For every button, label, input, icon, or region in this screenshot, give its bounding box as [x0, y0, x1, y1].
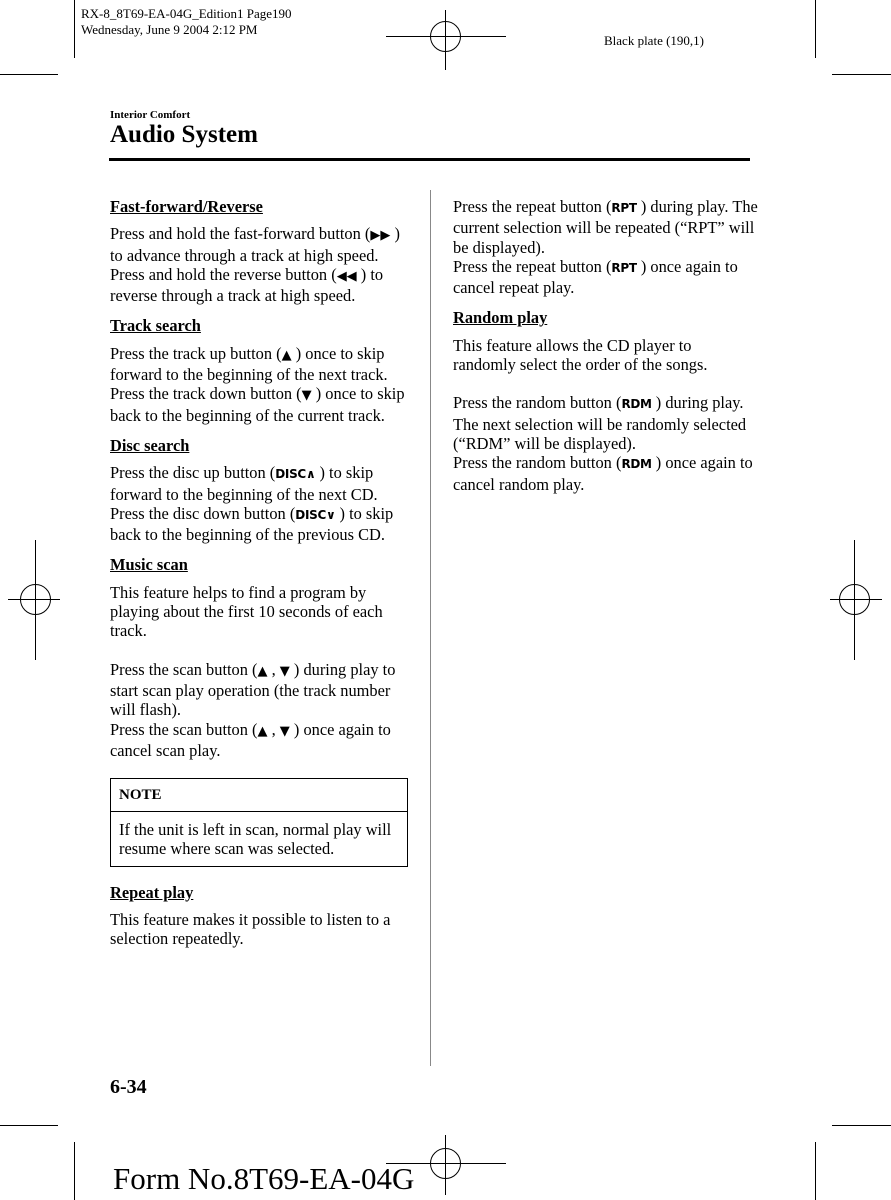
- triangle-down-icon: ▼: [301, 388, 312, 404]
- random-on-paragraph: Press the random button (RDM ) during play. The next selection will be randomly selected (“RDM” will be displayed).: [453, 393, 747, 453]
- random-play-section: [453, 308, 758, 493]
- title-rule: [109, 158, 750, 161]
- random-play-heading: Random play: [453, 308, 548, 328]
- track-up-paragraph: Press the track up button (▲ ) once to skip forward to the beginning of the next track.: [110, 343, 388, 385]
- repeat-play-intro: This feature makes it possible to listen to a selection repeatedly.: [110, 910, 391, 949]
- rdm-button-icon: RDM: [621, 457, 652, 472]
- track-search-heading: Track search: [110, 316, 201, 336]
- rpt-button-icon: RPT: [611, 201, 637, 215]
- triangle-up-icon: ▲: [257, 723, 268, 739]
- triangle-up-icon: ▲: [281, 347, 292, 363]
- repeat-on-paragraph: Press the repeat button (RPT ) during play. The current selection will be repeated (“RPT” will be displayed).: [453, 197, 758, 257]
- note-title: NOTE: [111, 779, 407, 812]
- fast-forward-heading: Fast-forward/Reverse: [110, 197, 263, 216]
- print-file-line: RX-8_8T69-EA-04G_Edition1 Page190: [81, 6, 292, 21]
- repeat-off-paragraph: Press the repeat button (RPT ) once again to cancel repeat play.: [453, 256, 738, 298]
- disc-down-icon: DISC∨: [295, 507, 336, 522]
- form-number: Form No.8T69-EA-04G: [113, 1161, 415, 1196]
- crop-mark-bottom-left-v: [74, 1142, 75, 1200]
- disc-up-icon: DISC∧: [275, 467, 316, 482]
- crop-mark-bottom-right-v: [815, 1142, 816, 1200]
- crop-mark-top-right-h: [832, 74, 891, 75]
- registration-mark-right: [830, 540, 882, 660]
- fast-forward-icon: ▶▶: [370, 228, 391, 244]
- registration-mark-top: [386, 10, 506, 70]
- note-box: [110, 778, 408, 867]
- rdm-button-icon: RDM: [621, 397, 652, 412]
- disc-up-paragraph: Press the disc up button (DISC∧ ) to skip forward to the beginning of the next CD.: [110, 463, 378, 504]
- track-search-section: [110, 316, 415, 424]
- rpt-button-icon: RPT: [611, 260, 637, 275]
- registration-mark-left: [8, 540, 60, 660]
- reverse-icon: ◀◀: [336, 268, 357, 284]
- fast-forward-section: [110, 197, 415, 305]
- crop-mark-bottom-right-h: [832, 1125, 891, 1126]
- triangle-up-icon: ▲: [257, 663, 268, 679]
- print-file-info: [81, 6, 292, 38]
- left-column: [110, 197, 415, 949]
- reverse-paragraph: Press and hold the reverse button (◀◀ ) to reverse through a track at high speed.: [110, 264, 384, 306]
- fast-forward-paragraph: Press and hold the fast-forward button (▶▶ ) to advance through a track at high speed.: [110, 224, 400, 265]
- triangle-down-icon: ▼: [279, 723, 290, 739]
- note-body: If the unit is left in scan, normal play will resume where scan was selected.: [119, 820, 392, 859]
- crop-mark-top-left-v: [74, 0, 75, 58]
- crop-mark-bottom-left-h: [0, 1125, 58, 1126]
- print-date-line: Wednesday, June 9 2004 2:12 PM: [81, 22, 258, 37]
- repeat-play-section: [110, 883, 415, 949]
- random-play-intro: This feature allows the CD player to randomly select the order of the songs.: [453, 335, 708, 375]
- disc-search-section: [110, 436, 415, 544]
- scan-start-paragraph: Press the scan button (▲ , ▼ ) during play to start scan play operation (the track number will flash).: [110, 659, 396, 720]
- column-divider: [430, 190, 431, 1066]
- triangle-down-icon: ▼: [279, 663, 290, 679]
- crop-mark-top-right-v: [815, 0, 816, 58]
- page-title: Audio System: [110, 121, 258, 148]
- repeat-play-heading: Repeat play: [110, 882, 194, 902]
- plate-label: Black plate (190,1): [604, 33, 704, 48]
- random-off-paragraph: Press the random button (RDM ) once again to cancel random play.: [453, 453, 753, 494]
- music-scan-intro: This feature helps to find a program by playing about the first 10 seconds of each track.: [110, 582, 383, 641]
- track-down-paragraph: Press the track down button (▼ ) once to skip back to the beginning of the current track.: [110, 384, 405, 425]
- section-label: Interior Comfort: [110, 109, 191, 121]
- disc-search-heading: Disc search: [110, 435, 190, 455]
- page-number: 6-34: [110, 1076, 147, 1098]
- disc-down-paragraph: Press the disc down button (DISC∨ ) to skip back to the beginning of the previous CD.: [110, 503, 394, 545]
- music-scan-heading: Music scan: [110, 555, 188, 575]
- repeat-play-continued: [453, 197, 758, 297]
- crop-mark-top-left-h: [0, 74, 58, 75]
- music-scan-section: [110, 555, 415, 760]
- scan-cancel-paragraph: Press the scan button (▲ , ▼ ) once again to cancel scan play.: [110, 719, 391, 760]
- right-column: [453, 197, 758, 494]
